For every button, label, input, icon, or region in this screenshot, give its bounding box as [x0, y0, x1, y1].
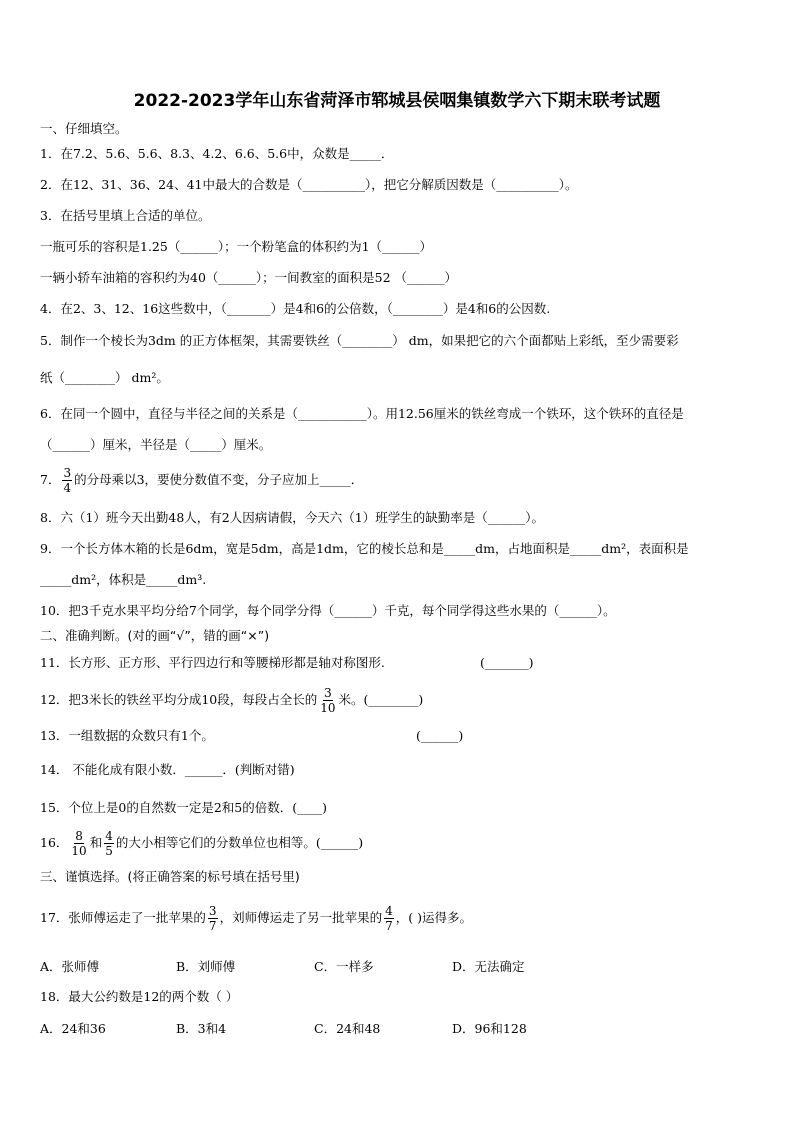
q17-option-d[interactable]: D．无法确定 — [452, 959, 525, 974]
question-3-line-b: 一辆小轿车油箱的容积约为40（______）；一间教室的面积是52 （______） — [40, 270, 458, 285]
question-7-number: 7． — [40, 472, 61, 487]
question-12 — [40, 682, 423, 718]
fraction-numerator: 4 — [385, 904, 393, 918]
q17-option-b[interactable]: B．刘师傅 — [176, 959, 236, 974]
question-3: 3．在括号里填上合适的单位。 — [40, 208, 211, 223]
question-16-suffix: 的大小相等它们的分数单位也相等。(______) — [115, 835, 364, 850]
question-9-line-a: 9．一个长方体木箱的长是6dm，宽是5dm，高是1dm，它的棱长总和是_____dm，占地面积是_____dm²，表面积是 — [40, 541, 689, 556]
question-6-line-a: 6．在同一个圆中，直径与半径之间的关系是（___________）。用12.56厘米的铁丝弯成一个铁环，这个铁环的直径是 — [40, 406, 684, 421]
fraction-numerator: 3 — [208, 904, 217, 918]
question-16 — [40, 825, 363, 861]
question-16-number: 16． — [40, 835, 69, 850]
fraction-denominator: 10 — [71, 844, 87, 858]
fraction-denominator: 4 — [63, 481, 72, 495]
q18-option-d[interactable]: D．96和128 — [452, 1021, 527, 1036]
section-heading-2: 二、准确判断。(对的画“√”，错的画“×”) — [40, 628, 270, 643]
question-13: 13．一组数据的众数只有1个。 — [40, 728, 214, 743]
fraction-8-10 — [70, 829, 87, 858]
q18-option-a[interactable]: A．24和36 — [40, 1021, 106, 1036]
fraction-numerator: 3 — [324, 686, 332, 700]
fraction-numerator: 4 — [105, 829, 113, 843]
q18-option-c[interactable]: C．24和48 — [314, 1021, 381, 1036]
question-12-suffix: 米。(________) — [338, 692, 424, 707]
fraction-3-10 — [319, 686, 336, 715]
question-12-prefix: 12．把3米长的铁丝平均分成10段，每段占全长的 — [40, 692, 318, 707]
question-17-part-a: 17．张师傅运走了一批苹果的 — [40, 910, 206, 925]
fraction-denominator: 10 — [320, 701, 336, 715]
question-18: 18．最大公约数是12的两个数（ ） — [40, 989, 239, 1004]
question-17 — [40, 898, 472, 938]
question-5-line-b: 纸（________） dm²。 — [40, 370, 169, 385]
page-title: 2022-2023学年山东省菏泽市郓城县侯咽集镇数学六下期末联考试题 — [133, 91, 661, 111]
question-6-line-b: （______）厘米，半径是（_____）厘米。 — [40, 437, 272, 452]
question-16-and: 和 — [89, 835, 103, 850]
question-3-line-a: 一瓶可乐的容积是1.25（______）；一个粉笔盒的体积约为1（______） — [40, 239, 433, 254]
question-11-blank: (_______) — [480, 655, 534, 670]
question-4: 4．在2、3、12、16这些数中，（_______）是4和6的公倍数，（________）是4和6的公因数. — [40, 301, 551, 316]
question-10: 10．把3千克水果平均分给7个同学，每个同学分得（______）千克，每个同学得这些水果的（______）。 — [40, 603, 616, 618]
q18-option-b[interactable]: B．3和4 — [176, 1021, 227, 1036]
fraction-numerator: 3 — [63, 466, 72, 480]
q17-option-a[interactable]: A．张师傅 — [40, 959, 100, 974]
question-1: 1．在7.2、5.6、5.6、8.3、4.2、6.6、5.6中，众数是_____． — [40, 146, 394, 161]
question-8: 8．六（1）班今天出勤48人，有2人因病请假，今天六（1）班学生的缺勤率是（______）。 — [40, 510, 544, 525]
fraction-4-7 — [384, 904, 394, 933]
fraction-4-5 — [104, 829, 114, 858]
section-heading-3: 三、谨慎选择。(将正确答案的标号填在括号里) — [40, 869, 300, 884]
fraction-denominator: 5 — [105, 844, 113, 858]
question-7-text: 的分母乘以3，要使分数值不变，分子应加上_____． — [74, 472, 364, 487]
fraction-numerator: 8 — [75, 829, 83, 843]
question-17-part-b: ，刘师傅运走了另一批苹果的 — [219, 910, 383, 925]
section-heading-1: 一、仔细填空。 — [40, 121, 128, 136]
question-14: 14． 不能化成有限小数．______．(判断对错) — [40, 762, 295, 777]
question-7 — [40, 465, 363, 495]
q17-option-c[interactable]: C．一样多 — [314, 959, 374, 974]
question-11: 11．长方形、正方形、平行四边行和等腰梯形都是轴对称图形. — [40, 655, 385, 670]
fraction-denominator: 7 — [385, 919, 393, 933]
question-13-blank: (______) — [416, 728, 464, 743]
fraction-3-4 — [62, 466, 72, 495]
question-15: 15．个位上是0的自然数一定是2和5的倍数．(____) — [40, 800, 328, 815]
fraction-denominator: 7 — [208, 919, 217, 933]
question-17-part-c: ，( )运得多。 — [395, 910, 472, 925]
question-5-line-a: 5．制作一个棱长为3dm 的正方体框架，其需要铁丝（________） dm，如果把它的六个面都贴上彩纸，至少需要彩 — [40, 333, 679, 348]
question-2: 2．在12、31、36、24、41中最大的合数是（__________），把它分解质因数是（__________）。 — [40, 177, 578, 192]
fraction-3-7 — [208, 904, 218, 933]
question-9-line-b: _____dm²，体积是_____dm³. — [40, 572, 207, 587]
